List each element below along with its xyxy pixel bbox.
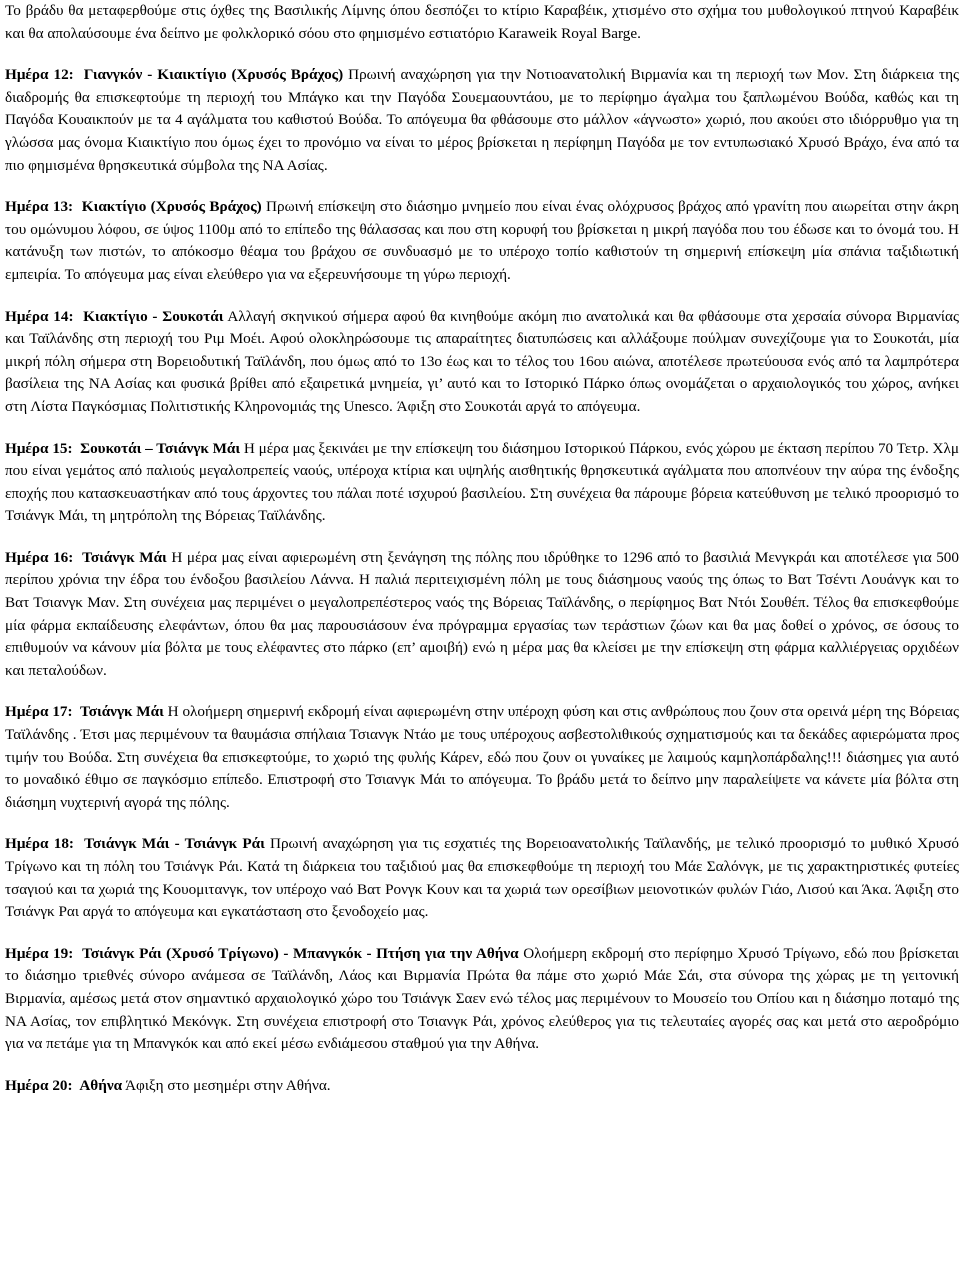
day-route: Τσιάνγκ Μάι - Τσιάνγκ Ράι (84, 835, 265, 853)
day-route: Κιακτίγιο - Σουκοτάι (83, 307, 224, 325)
day-20-title (5, 1077, 122, 1094)
day-15-title (5, 440, 240, 457)
day-18-paragraph (5, 833, 959, 923)
day-label: Ημέρα 15: (5, 439, 73, 457)
day-text: Πρωινή αναχώρηση για τις εσχατιές της Βορειοανατολικής Ταϊλανδής, με τελικό προορισμό το μυθικό Χρυσό Τρίγωνο και τη πόλη του Τσιάνγκ Ράι. Κατά τη διάρκεια του ταξιδιού μας θα επισκεφθούμε τη περιοχή του Μάε Σαλόνγκ, με τις χαρακτηριστικές φυτείες τσαγιού και τα χωριά της Κουομιτανγκ, τον υπέροχο ναό Βατ Ρονγκ Κουν και τα χωριά των ορεσίβιων μειονοτικών φυλών Γιάο, Λισού και Άκα. Άφιξη στο Τσιάνγκ Ραι αργά το απόγευμα και εγκατάσταση στο ξενοδοχείο μας. (5, 835, 960, 921)
day-12-paragraph (5, 64, 959, 177)
day-label: Ημέρα 18: (5, 835, 74, 853)
day-text: Ολοήμερη εκδρομή στο περίφημο Χρυσό Τρίγωνο, εδώ που βρίσκεται το διάσημο τριεθνές σύνορο ανάμεσα σε Ταϊλάνδη, Λάος και Βιρμανία Πρώτα θα πάμε στο χωριό Μάε Σάι, στα σύνορα της χώρας με τη γειτονική Βιρμανία, αμέσως μετά στον σημαντικό αρχαιολογικό χώρο του Τσιάνγκ Σαεν ενώ τέλος μας περιμένουν το Μουσείο του Οπίου και η διάσημο ποταμό της ΝΑ Ασίας, τον επιβλητικό Μεκόνγκ. Στη συνέχεια επιστροφή στο Τσιανγκ Ράι, χρόνος ελεύθερος για τις τελευταίες αγορές σας και μετά στο αεροδρόμιο για να πετάμε για τη Μπανγκόκ και από εκεί μέσω ενδιάμεσου σταθμού για την Αθήνα. (5, 944, 960, 1053)
day-16-paragraph (5, 547, 959, 683)
day-14-title (5, 308, 223, 325)
day-route: Αθήνα (79, 1076, 123, 1094)
day-18-title (5, 835, 265, 852)
day-15-paragraph (5, 438, 959, 528)
day-16-title (5, 549, 167, 566)
day-20-paragraph (5, 1075, 959, 1098)
day-text: Πρωινή αναχώρηση για την Νοτιοανατολική Βιρμανία και τη περιοχή των Μον. Στη διάρκεια της διαδρομής θα επισκεφτούμε τη περιοχή του Μπάγκο και την Παγόδα Σουεμαουντάου, με το περίφημο άγαλμα του ξαπλωμένου Βούδα, καθώς και τη Παγόδα Κουαικπούν με τα 4 αγάλματα του καθιστού Βούδα. Το απόγευμα θα φθάσουμε στο μάλλον «άγνωστο» χωριό, που ακούει στο ιδιόρρυθμο για τη γλώσσα μας όνομα Κιαικτίγιο που όμως έχει το προνόμιο να είναι το μέρος βρίσκεται η περίφημη Παγόδα με τον εντυπωσιακό Χρυσό Βράχο, ένα από τα πιο φημισμένα θρησκευτικά σύμβολα της ΝΑ Ασίας. (5, 66, 960, 174)
day-route: Τσιάνγκ Μάι (82, 548, 167, 566)
day-label: Ημέρα 19: (5, 944, 74, 962)
day-route: Τσιάνγκ Ράι (Χρυσό Τρίγωνο) - Μπανγκόκ - Πτήση για την Αθήνα (82, 944, 519, 962)
day-route: Τσιάνγκ Μάι (79, 703, 164, 721)
day-17-paragraph (5, 701, 959, 814)
day-label: Ημέρα 17: (5, 703, 73, 721)
day-text: Η ολοήμερη σημερινή εκδρομή είναι αφιερωμένη στην υπέροχη φύση και στις ανθρώπους που ζουν στα ορεινά μέρη της Βόρειας Ταϊλάνδης . Έτσι μας περιμένουν τα θαυμάσια σπήλαια Τσιανγκ Ντάο με τους υπέροχους ασβεστολιθικούς σχηματισμούς και τα δεκάδες αφιερώματα προς τιμήν του Βούδα. Στη συνέχεια θα επισκεφτούμε, το χωριό της φυλής Κάρεν, εδώ που ζουν οι γυναίκες με λαιμούς καμηλοπάρδαλης!!! διάσημες για αυτό το μοναδικό έθιμο σε παγκόσμιο επίπεδο. Επιστροφή στο Τσιανγκ Μάι το απόγευμα. Το βράδυ μετά το δείπνο μην παραλείψετε να κάνετε μία βόλτα στη διάσημη νυχτερινή αγορά της πόλης. (5, 703, 960, 811)
day-label: Ημέρα 12: (5, 66, 74, 84)
day-13-title (5, 198, 262, 215)
day-label: Ημέρα 14: (5, 307, 74, 325)
day-label: Ημέρα 13: (5, 198, 74, 216)
day-14-paragraph (5, 306, 959, 419)
day-text: Πρωινή επίσκεψη στο διάσημο μνημείο που είναι ένας ολόχρυσος βράχος από γρανίτη που αιωρείται στην άκρη του ομώνυμου λόφου, σε ύψος 1100μ από το επίπεδο της θάλασσας και που στη κορυφή του βρίσκεται η μικρή παγόδα που του έδωσε και το όνομά του. Η κατάνυξη των πιστών, το απόκοσμο θέαμα του βράχου σε συνδυασμό με το υπέροχο τοπίο καθιστούν τη σημερινή επίσκεψη μία σπάνια ταξιδιωτική εμπειρία. Το απόγευμα μας είναι ελεύθερο για να εξερευνήσουμε τη γύρω περιοχή. (5, 198, 960, 283)
day-route: Γιανγκόν - Κιαικτίγιο (Χρυσός Βράχος) (83, 66, 344, 84)
intro-paragraph (5, 0, 959, 45)
day-text: Η μέρα μας ξεκινάει με την επίσκεψη του διάσημου Ιστορικού Πάρκου, ενός χώρου με έκταση περίπου 70 Τετρ. Χλμ που είναι γεμάτος από παλιούς μεγαλοπρεπείς ναούς, υπέροχα κτίρια και υψηλής αισθητικής θρησκευτικά αγάλματα που αποπνέουν την αύρα της ένδοξης εποχής που κατασκευαστήκαν από τους άρχοντες του πάλαι ποτέ ισχυρού βασιλείου. Στη συνέχεια θα πάρουμε βόρεια κατεύθυνση με τελικό προορισμό το Τσιάνγκ Μάι, τη μητρόπολη της Βόρειας Ταϊλάνδης. (5, 439, 960, 525)
day-route: Σουκοτάι – Τσιάνγκ Μάι (80, 439, 241, 457)
day-12-title (5, 66, 343, 83)
intro-text: Το βράδυ θα μεταφερθούμε στις όχθες της Βασιλικής Λίμνης όπου δεσπόζει το κτίριο Καραβέικ, χτισμένο στο σχήμα του μυθολογικού πτηνού Καραβέικ και θα απολαύσουμε ένα δείπνο με φολκλορικό σόου στο φημισμένο εστιατόριο Karaweik Royal Barge. (5, 2, 959, 42)
day-19-title (5, 945, 519, 962)
day-label: Ημέρα 20: (5, 1076, 73, 1094)
day-route: Κιακτίγιο (Χρυσός Βράχος) (81, 198, 262, 216)
day-text: Η μέρα μας είναι αφιερωμένη στη ξενάγηση της πόλης που ιδρύθηκε το 1296 από το βασιλιά Μενγκράι και αποτέλεσε για 500 περίπου χρόνια την έδρα του ένδοξου βασιλείου Λάννα. Η παλιά περιτειχισμένη πόλη με τους διάσημους ναούς της όπως το Βατ Τσέντι Λουάνγκ και το Βατ Τσιανγκ Μαν. Στη συνέχεια μας περιμένει ο μεγαλοπρεπέστερος ναός της Βόρειας Ταϊλάνδης, ο περίφημος Βατ Ντόι Σουθέπ. Τέλος θα επισκεφθούμε μία φάρμα εκπαίδευσης ελεφάντων, όπου θα μας παρουσιάσουν ένα πρόγραμμα εργασίας των τεράστιων ζώων και θα μας δοθεί ο χρόνος, σε όσους το επιθυμούν να κάνουν μία βόλτα με τους ελέφαντες στο πάρκο (επ’ αμοιβή) ενώ η μέρα μας θα κλείσει με την επίσκεψη στη φάρμα καλλιέργειας ορχιδέων και πεταλούδων. (5, 548, 959, 679)
day-17-title (5, 703, 164, 720)
day-text: Άφιξη στο μεσημέρι στην Αθήνα. (125, 1076, 331, 1094)
day-text: Αλλαγή σκηνικού σήμερα αφού θα κινηθούμε ακόμη πιο ανατολικά και θα φθάσουμε στα χερσαία σύνορα Βιρμανίας και Ταϊλάνδης στη περιοχή του Ριμ Μοέι. Αφού ολοκληρώσουμε τις απαραίτητες διατυπώσεις και αλλάξουμε πούλμαν συνεχίζουμε για το Σουκοτάι, μία μικρή πόλη σήμερα στη Βορειοδυτική Ταϊλάνδη, που όμως από το 13ο έως και το τέλος του 16ου αιώνα, αποτέλεσε πρωτεύουσα ενός από τα λαμπρότερα βασίλεια της ΝΑ Ασίας και φυσικά βρίθει από εξαιρετικά μνημεία, γι’ αυτό και το Ιστορικό Πάρκο όπως ονομάζεται ο αρχαιολογικός του χώρος, ανήκει στη Λίστα Παγκόσμιας Πολιτιστικής Κληρονομιάς της Unesco. Άφιξη στο Σουκοτάι αργά το απόγευμα. (5, 307, 959, 415)
day-19-paragraph (5, 943, 959, 1056)
day-label: Ημέρα 16: (5, 548, 74, 566)
day-13-paragraph (5, 196, 959, 286)
